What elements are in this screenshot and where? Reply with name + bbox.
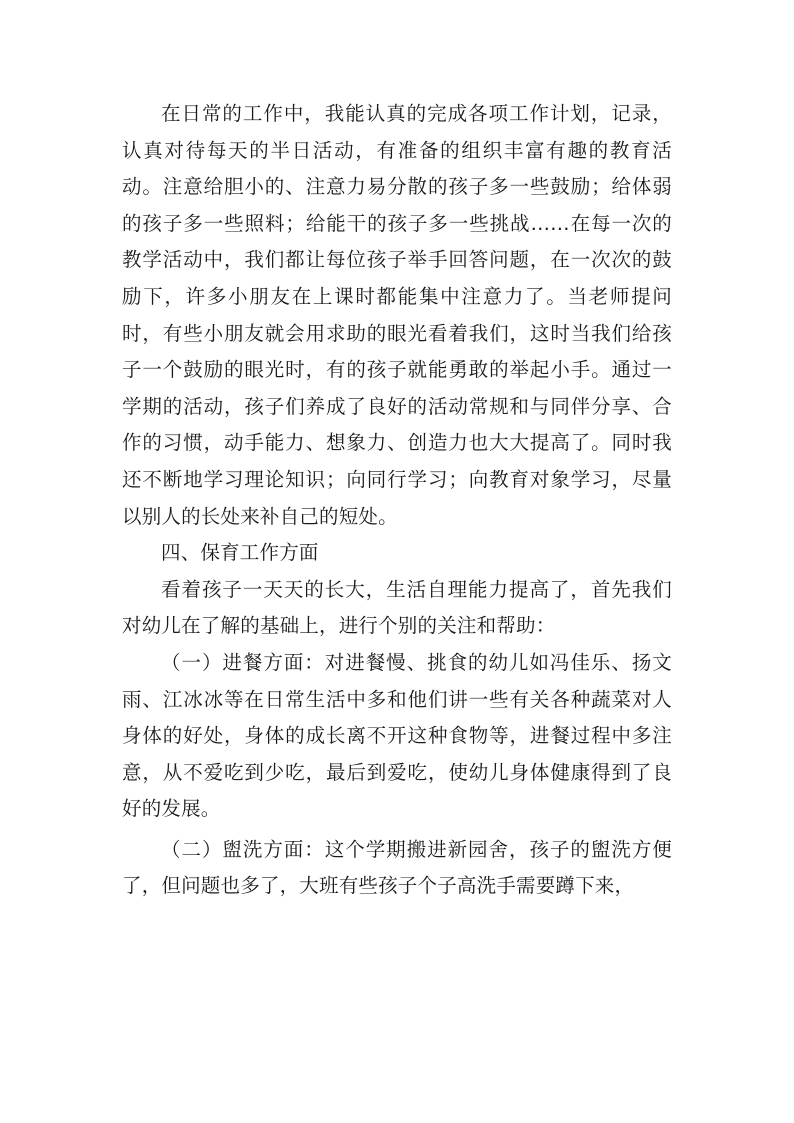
section-heading-childcare: 四、保育工作方面: [161, 541, 319, 565]
paragraph-childcare-intro: 看着孩子一天天的长大，生活自理能力提高了，首先我们对幼儿在了解的基础上，进行个别的关注和帮助：: [122, 577, 672, 638]
document-page: [122, 96, 672, 905]
paragraph-work-summary: 在日常的工作中，我能认真的完成各项工作计划，记录，认真对待每天的半日活动，有准备的组织丰富有趣的教育活动。注意给胆小的、注意力易分散的孩子多一些鼓励；给体弱的孩子多一些照料；给能干的孩子多一些挑战……在每一次的教学活动中，我们都让每位孩子举手回答问题，在一次次的鼓励下，许多小朋友在上课时都能集中注意力了。当老师提问时，有些小朋友就会用求助的眼光看着我们，这时当我们给孩子一个鼓励的眼光时，有的孩子就能勇敢的举起小手。通过一学期的活动，孩子们养成了良好的活动常规和与同伴分享、合作的习惯，动手能力、想象力、创造力也大大提高了。同时我还不断地学习理论知识；向同行学习；向教育对象学习，尽量以别人的长处来补自己的短处。: [122, 102, 672, 528]
paragraph-washing: （二）盥洗方面：这个学期搬进新园舍，孩子的盥洗方便了，但问题也多了，大班有些孩子个子高洗手需要蹲下来，: [122, 837, 672, 898]
paragraph-dining: （一）进餐方面：对进餐慢、挑食的幼儿如冯佳乐、扬文雨、江冰冰等在日常生活中多和他们讲一些有关各种蔬菜对人身体的好处，身体的成长离不开这种食物等，进餐过程中多注意，从不爱吃到少吃，最后到爱吃，使幼儿身体健康得到了良好的发展。: [122, 650, 672, 821]
